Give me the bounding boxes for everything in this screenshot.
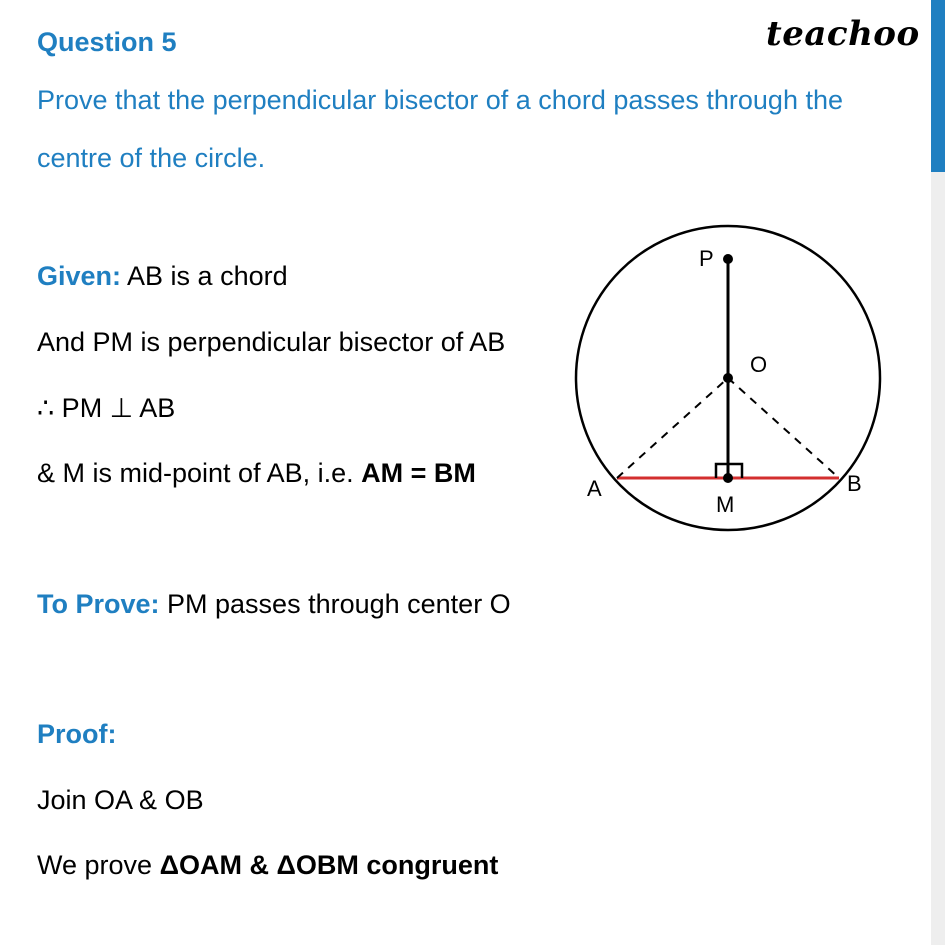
given-text: AB is a chord — [121, 261, 288, 291]
scrollbar-thumb[interactable] — [931, 0, 945, 172]
label-m: M — [716, 492, 735, 517]
label-b: B — [847, 471, 862, 496]
given-line-4-prefix: & M is mid-point of AB, i.e. — [37, 458, 362, 488]
proof-line-2-prefix: We prove — [37, 850, 160, 880]
to-prove-label: To Prove: — [37, 589, 160, 619]
teachoo-logo: teachoo — [766, 14, 920, 54]
given-line-3: ∴ PM ⊥ AB — [37, 393, 176, 423]
given-line-4-bold: AM = BM — [361, 458, 476, 488]
question-text-line-1: Prove that the perpendicular bisector of a chord passes through the — [37, 85, 843, 115]
segment-oa — [617, 378, 728, 478]
proof-label: Proof: — [37, 719, 117, 749]
question-number: Question 5 — [37, 27, 177, 57]
label-o: O — [750, 352, 768, 377]
proof-line-2-bold: ΔOAM & ΔOBM congruent — [159, 850, 499, 880]
segment-ob — [728, 378, 839, 478]
point-p — [723, 254, 733, 264]
proof-line-1: Join OA & OB — [37, 785, 204, 815]
given-line-2: And PM is perpendicular bisector of AB — [37, 327, 506, 357]
label-p: P — [699, 246, 714, 271]
point-o — [723, 373, 733, 383]
given-label: Given: — [37, 261, 122, 291]
question-text-line-2: centre of the circle. — [37, 143, 266, 173]
scrollbar-track[interactable] — [931, 0, 945, 945]
point-m — [723, 473, 733, 483]
label-a: A — [587, 476, 602, 501]
to-prove-text: PM passes through center O — [159, 589, 511, 619]
